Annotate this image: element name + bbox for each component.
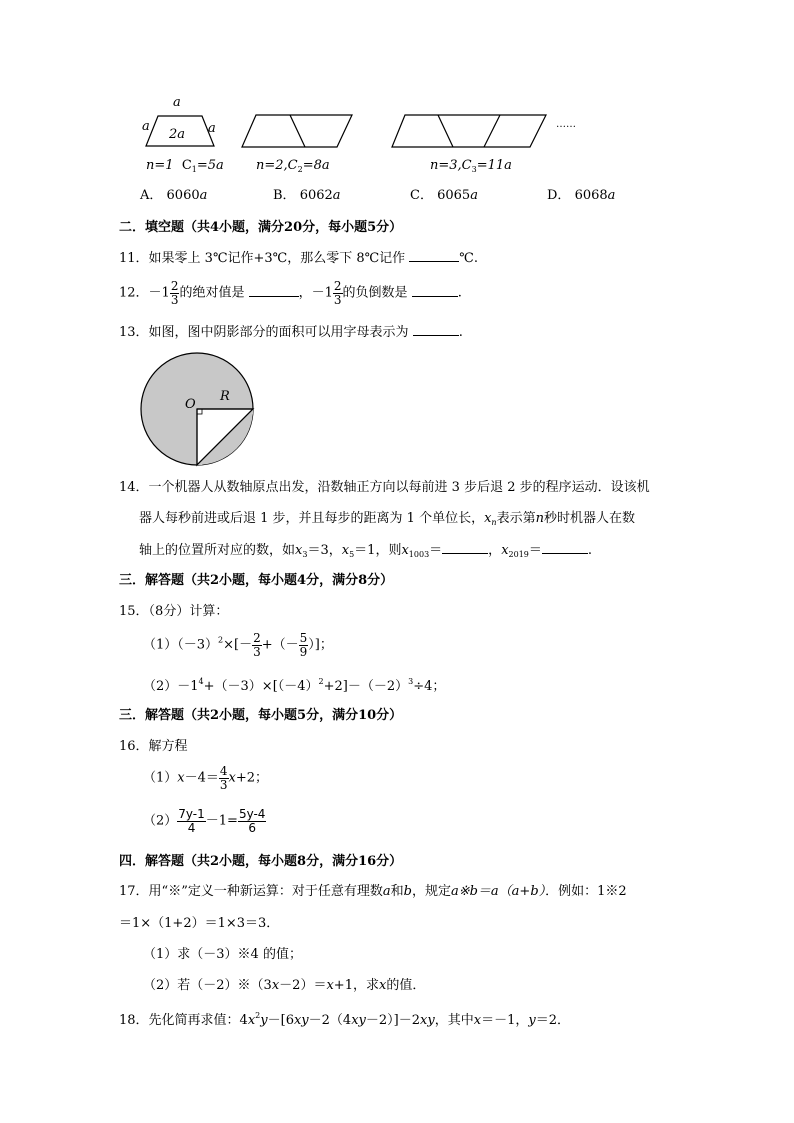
option-var: a	[199, 188, 208, 203]
q17-p2-b: －2）＝	[279, 978, 327, 993]
section-3a-heading: 三．解答题（共2小题，每小题4分，满分8分）	[119, 573, 394, 588]
q14-x5-val: ＝1，则	[354, 543, 402, 558]
question-17-line-1	[119, 885, 627, 898]
option-d[interactable]	[547, 189, 615, 202]
q12-mid: 的绝对值是	[179, 285, 245, 301]
q17-p2-x2: x	[326, 978, 334, 993]
q18-x2: x	[247, 1013, 256, 1028]
q11-unit: ℃.	[459, 251, 478, 266]
q12-end: .	[457, 285, 462, 301]
frac-num: 2	[170, 279, 179, 293]
q15-p1-mid: ×[－	[223, 637, 253, 653]
option-letter: D．	[547, 188, 571, 203]
q15-p2-d: ÷4；	[413, 679, 446, 694]
caption-n: n=2,C	[256, 158, 298, 173]
caption-val: =11a	[476, 158, 512, 173]
question-15-part-1	[143, 632, 333, 658]
question-16-part-2	[143, 808, 266, 834]
frac-den: 3	[219, 777, 228, 792]
q14-line2b: 表示第	[496, 511, 536, 526]
q14-x3-val: ＝3，	[307, 543, 342, 558]
option-letter: B．	[273, 188, 296, 203]
q17-example: ．例如：1※2	[545, 884, 627, 899]
caption-c: C	[181, 158, 192, 173]
frac-num: 5	[299, 631, 308, 645]
q18-mid: －[6	[267, 1013, 294, 1028]
circle-center-label: O	[185, 397, 196, 412]
q17-p2-a: （2）若（－2）※（3	[143, 978, 272, 993]
option-num: 6060	[166, 188, 200, 203]
option-num: 6062	[299, 188, 333, 203]
q18-where: ，其中	[434, 1013, 474, 1028]
q17-p2-d: 的值．	[386, 978, 426, 993]
shape2-caption	[256, 159, 330, 174]
q14-x1003: x	[401, 543, 409, 558]
question-17-line-2: ＝1×（1+2）＝1×3＝3．	[119, 916, 280, 931]
q15-p2-a: （2）－1	[143, 679, 199, 694]
caption-sub: 2	[297, 165, 303, 174]
q16-p1-x: x	[177, 770, 185, 786]
q12-comma: ，－1	[298, 285, 333, 301]
q17-and: 和	[390, 884, 404, 899]
frac-num: 5y-4	[238, 807, 266, 821]
q12-answer-blank-2[interactable]	[412, 286, 458, 297]
shape3-caption	[430, 159, 512, 174]
frac-den: 3	[333, 292, 342, 307]
question-14-line-3	[139, 543, 592, 559]
q18-xy2: xy	[351, 1013, 366, 1028]
q15-p2-sup1: 4	[198, 677, 204, 686]
q14-eq: ＝	[429, 543, 443, 558]
option-letter: C．	[410, 188, 433, 203]
q16-p2-a: （2）	[143, 813, 178, 829]
q14-eq2: ＝	[528, 543, 542, 558]
q18-mid2: －2（4	[308, 1013, 352, 1028]
q18-xval: ＝－1，	[481, 1013, 529, 1028]
q16-p1-b: －4＝	[184, 770, 219, 786]
frac-den: 4	[187, 820, 196, 835]
q14-x1003-sub: 1003	[408, 550, 430, 559]
q14-x5: x	[341, 543, 350, 558]
q14-end: .	[587, 543, 593, 558]
q14-x2019: x	[501, 543, 509, 558]
q15-p2-sup3: 3	[408, 677, 414, 686]
q18-yeq: y	[528, 1013, 536, 1028]
q13-end: .	[458, 325, 463, 340]
shape1-top-label: a	[173, 95, 181, 110]
q16-p1-c: x	[228, 770, 236, 786]
q16-p1-fraction	[219, 765, 229, 791]
circle-figure	[136, 352, 258, 470]
circle-radius-label: R	[220, 389, 230, 404]
q11-answer-blank[interactable]	[409, 251, 459, 262]
question-16-part-1	[143, 765, 268, 791]
section-2-heading: 二．填空题（共4小题，满分20分，每小题5分）	[119, 220, 403, 235]
caption-val: =8a	[302, 158, 330, 173]
question-14-line-1: 14．一个机器人从数轴原点出发，沿数轴正方向以每前进 3 步后退 2 步的程序运动．设该机	[119, 480, 650, 495]
caption-sub: 3	[471, 165, 477, 174]
q15-p1-fraction-2	[299, 632, 309, 658]
q12-prefix: 12．－1	[119, 285, 170, 301]
section-4-heading: 四．解答题（共2小题，每小题8分，满分16分）	[119, 854, 403, 869]
q15-p1-plus: +（－	[261, 637, 299, 653]
frac-num: 2	[253, 631, 261, 645]
q14-n: n	[535, 511, 544, 526]
q18-y: y	[260, 1013, 268, 1028]
q17-rule-expr: a※b＝a（a+b）	[450, 884, 546, 899]
q18-prefix: 18．先化简再求值：4	[119, 1013, 248, 1028]
q12-answer-blank-1[interactable]	[249, 286, 299, 297]
q14-line3a: 轴上的位置所对应的数，如	[139, 543, 296, 558]
frac-den: 3	[253, 644, 261, 659]
q17-a: a	[382, 884, 391, 899]
question-14-line-2	[139, 512, 635, 527]
q17-b: b	[403, 884, 412, 899]
q15-p1-fraction-1	[252, 632, 262, 658]
q11-text: 11．如果零上 3℃记作+3℃，那么零下 8℃记作	[119, 251, 406, 266]
section-3b-heading: 三．解答题（共2小题，每小题5分，满分10分）	[119, 708, 403, 723]
q14-line2a: 器人每秒前进或后退 1 步，并且每步的距离为 1 个单位长，	[139, 511, 485, 526]
question-17-part-2	[143, 979, 425, 992]
q15-p2-c: +2]－（－2）	[323, 679, 409, 694]
option-num: 6065	[437, 188, 471, 203]
q14-answer-blank-2[interactable]	[542, 543, 588, 554]
question-15-title: 15．（8分）计算：	[119, 604, 229, 619]
q14-x3: x	[295, 543, 303, 558]
q16-p2-fraction-2	[238, 808, 267, 834]
q15-p1-prefix: （1）（－3）	[143, 637, 219, 653]
q17-rule: ，规定	[411, 884, 451, 899]
q14-line2c: 秒时机器人在数	[543, 511, 635, 526]
q17-line1: 17．用“※”定义一种新运算：对于任意有理数	[119, 884, 383, 899]
q18-xeq: x	[473, 1013, 482, 1028]
caption-val: =5a	[196, 158, 224, 173]
option-a[interactable]	[140, 189, 207, 202]
caption-n: n=1	[146, 158, 174, 173]
q14-comma: ，	[488, 543, 502, 558]
option-var: a	[332, 188, 341, 203]
shape1-right-label: a	[208, 121, 216, 136]
q14-x2019-sub: 2019	[508, 550, 529, 559]
q17-p2-c: +1，求	[333, 978, 379, 993]
q18-yval: ＝2．	[535, 1013, 570, 1028]
q15-p2-sup2: 2	[318, 677, 324, 686]
q17-p2-x: x	[271, 978, 280, 993]
frac-den: 9	[299, 644, 308, 659]
q16-p1-d: +2；	[235, 770, 269, 786]
frac-num: 7y-1	[178, 807, 205, 821]
shape1-bottom-label: 2a	[169, 127, 186, 142]
q18-xy1: xy	[293, 1013, 309, 1028]
question-11	[119, 251, 478, 265]
q13-answer-blank[interactable]	[413, 325, 459, 336]
q15-p2-b: +（－3）×[（－4）	[203, 679, 319, 694]
ellipsis: ……	[556, 119, 576, 130]
caption-sub: 1	[191, 165, 197, 174]
frac-den: 6	[248, 820, 257, 835]
q16-p2-b: －1=	[205, 813, 238, 829]
q12-fraction-2	[333, 280, 343, 306]
q14-xn-sub: n	[491, 518, 497, 527]
option-b[interactable]	[273, 189, 341, 202]
question-15-part-2	[143, 678, 445, 693]
q14-x5-sub: 5	[349, 550, 355, 559]
q18-mid3: －2）]－2	[365, 1013, 421, 1028]
q16-p2-fraction-1	[177, 808, 206, 834]
option-var: a	[470, 188, 478, 203]
shape1-left-label: a	[142, 119, 150, 134]
shape1-caption	[146, 159, 224, 174]
option-var: a	[607, 188, 616, 203]
question-17-part-1: （1）求（－3）※4 的值；	[143, 947, 302, 962]
trapezoid-n3	[392, 115, 546, 147]
q17-p2-x3: x	[378, 978, 387, 993]
q13-text: 13．如图，图中阴影部分的面积可以用字母表示为	[119, 325, 409, 340]
q12-mid2: 的负倒数是	[342, 285, 408, 301]
option-letter: A．	[140, 188, 163, 203]
q14-answer-blank-1[interactable]	[442, 543, 488, 554]
q14-xn: x	[484, 511, 492, 526]
q15-p1-end: ）]；	[308, 637, 333, 653]
q18-sup2: 2	[255, 1011, 261, 1020]
frac-num: 4	[219, 764, 228, 778]
question-13	[119, 325, 463, 339]
frac-den: 3	[170, 292, 179, 307]
caption-n: n=3,C	[430, 158, 472, 173]
q14-x3-sub: 3	[302, 550, 308, 559]
option-c[interactable]	[410, 189, 478, 202]
question-12	[119, 280, 462, 306]
q15-p1-sup: 2	[218, 635, 224, 645]
option-num: 6068	[574, 188, 608, 203]
question-18	[119, 1012, 570, 1027]
q18-xy3: xy	[420, 1013, 435, 1028]
frac-num: 2	[333, 279, 342, 293]
question-16-title: 16．解方程	[119, 739, 188, 754]
q16-p1-a: （1）	[143, 770, 178, 786]
